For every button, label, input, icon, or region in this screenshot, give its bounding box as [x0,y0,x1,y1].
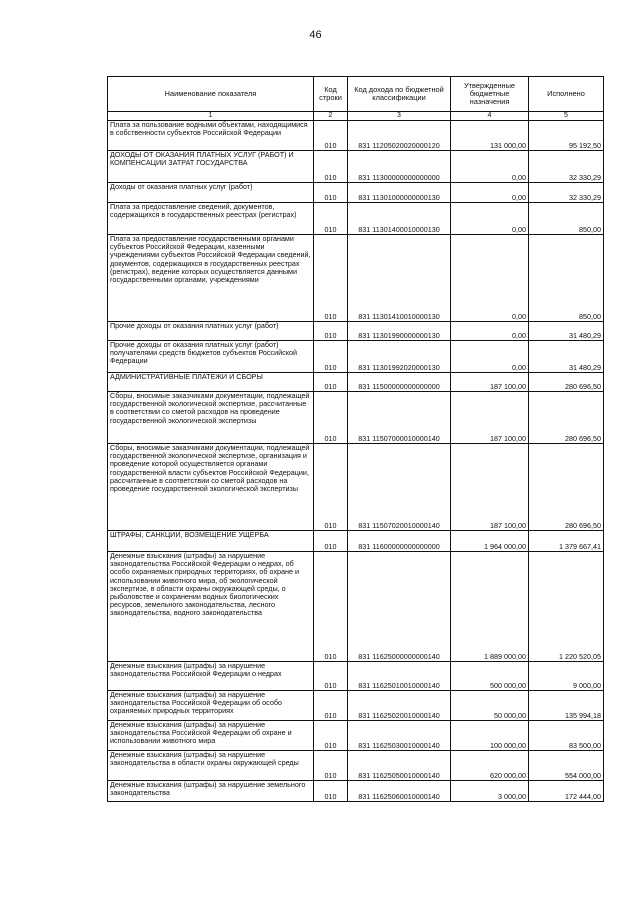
income-code-cell: 831 11301410010000130 [348,235,451,322]
table-row [108,183,604,203]
line-code-cell: 010 [314,444,348,531]
indicator-name-cell: Сборы, вносимые заказчиками документации, подлежащей государственной экологической экспертизе, организация и проведение которой осуществляется органами государственной власти субъектов Российской Федерации, рассчитанные в соответствии со сметой расходов на проведение государственной экологической экспертизы [108,444,314,531]
line-code-cell: 010 [314,341,348,373]
income-code-cell: 831 11625030010000140 [348,721,451,751]
page-number: 46 [309,29,322,41]
line-code-cell: 010 [314,121,348,151]
approved-amount-cell: 620 000,00 [451,751,529,781]
executed-amount-cell: 32 330,29 [529,183,604,203]
approved-amount-cell: 187 100,00 [451,392,529,444]
approved-amount-cell: 100 000,00 [451,721,529,751]
table-row [108,151,604,183]
approved-amount-cell: 50 000,00 [451,691,529,721]
table-row [108,691,604,721]
approved-amount-cell: 3 000,00 [451,781,529,802]
executed-amount-cell: 1 379 667,41 [529,531,604,552]
column-number: 5 [529,112,604,121]
table-row [108,203,604,235]
approved-amount-cell: 0,00 [451,203,529,235]
table-row [108,531,604,552]
table-row [108,781,604,802]
indicator-name-cell: Плата за пользование водными объектами, находящимися в собственности субъектов Российской Федерации [108,121,314,151]
indicator-name-cell: Денежные взыскания (штрафы) за нарушение законодательства Российской Федерации о недрах [108,662,314,691]
executed-amount-cell: 554 000,00 [529,751,604,781]
approved-amount-cell: 0,00 [451,322,529,341]
indicator-name-cell: Денежные взыскания (штрафы) за нарушение земельного законодательства [108,781,314,802]
table-row [108,552,604,662]
line-code-cell: 010 [314,203,348,235]
indicator-name-cell: ШТРАФЫ, САНКЦИИ, ВОЗМЕЩЕНИЕ УЩЕРБА [108,531,314,552]
approved-amount-cell: 0,00 [451,235,529,322]
indicator-name-cell: Денежные взыскания (штрафы) за нарушение законодательства Российской Федерации об охране и использовании животного мира [108,721,314,751]
table-row [108,121,604,151]
income-code-cell: 831 11301400010000130 [348,203,451,235]
indicator-name-cell: АДМИНИСТРАТИВНЫЕ ПЛАТЕЖИ И СБОРЫ [108,373,314,392]
table-row [108,392,604,444]
approved-amount-cell: 500 000,00 [451,662,529,691]
indicator-name-cell: Прочие доходы от оказания платных услуг (работ) получателями средств бюджетов субъектов Российской Федерации [108,341,314,373]
indicator-name-cell: Прочие доходы от оказания платных услуг (работ) [108,322,314,341]
column-number: 2 [314,112,348,121]
executed-amount-cell: 850,00 [529,203,604,235]
header-line-code: Код строки [314,77,348,112]
table-row [108,751,604,781]
income-code-cell: 831 11625060010000140 [348,781,451,802]
approved-amount-cell: 0,00 [451,183,529,203]
executed-amount-cell: 172 444,00 [529,781,604,802]
line-code-cell: 010 [314,691,348,721]
executed-amount-cell: 31 480,29 [529,341,604,373]
table-row [108,322,604,341]
budget-execution-table [107,76,604,802]
income-code-cell: 831 11301992020000130 [348,341,451,373]
executed-amount-cell: 850,00 [529,235,604,322]
column-number: 3 [348,112,451,121]
header-approved: Утвержденные бюджетные назначения [451,77,529,112]
header-income-code: Код дохода по бюджетной классификации [348,77,451,112]
column-number: 4 [451,112,529,121]
income-code-cell: 831 11600000000000000 [348,531,451,552]
income-code-cell: 831 11625050010000140 [348,751,451,781]
table-row [108,721,604,751]
line-code-cell: 010 [314,662,348,691]
income-code-cell: 831 11205020020000120 [348,121,451,151]
approved-amount-cell: 0,00 [451,341,529,373]
approved-amount-cell: 1 964 000,00 [451,531,529,552]
indicator-name-cell: Денежные взыскания (штрафы) за нарушение законодательства Российской Федерации о недрах, об особо охраняемых природных территориях, об охране и использовании животного мира, об экологической экспертизе, в области охраны окружающей среды, о рыболовстве и сохранении водных биологических ресурсов, земельного законодательства, лесного законодательства, водного законодательства [108,552,314,662]
column-number: 1 [108,112,314,121]
indicator-name-cell: Денежные взыскания (штрафы) за нарушение законодательства в области охраны окружающей среды [108,751,314,781]
income-code-cell: 831 11301990000000130 [348,322,451,341]
income-code-cell: 831 11301000000000130 [348,183,451,203]
income-code-cell: 831 11625020010000140 [348,691,451,721]
indicator-name-cell: Доходы от оказания платных услуг (работ) [108,183,314,203]
indicator-name-cell: Плата за предоставление сведений, документов, содержащихся в государственных реестрах (регистрах) [108,203,314,235]
income-code-cell: 831 11507000010000140 [348,392,451,444]
indicator-name-cell: Сборы, вносимые заказчиками документации, подлежащей государственной экологической экспертизе, рассчитанные в соответствии со сметой расходов на проведение государственной экологической экспертизы [108,392,314,444]
executed-amount-cell: 9 000,00 [529,662,604,691]
executed-amount-cell: 135 994,18 [529,691,604,721]
line-code-cell: 010 [314,322,348,341]
executed-amount-cell: 32 330,29 [529,151,604,183]
line-code-cell: 010 [314,751,348,781]
indicator-name-cell: Плата за предоставление государственными органами субъектов Российской Федерации, казенными учреждениями субъектов Российской Федерации сведений, документов, содержащихся в государственных реестрах (регистрах), ведение которых осуществляется данными государственными органами, учреждениями [108,235,314,322]
table-row [108,235,604,322]
line-code-cell: 010 [314,721,348,751]
approved-amount-cell: 187 100,00 [451,373,529,392]
income-code-cell: 831 11500000000000000 [348,373,451,392]
approved-amount-cell: 131 000,00 [451,121,529,151]
executed-amount-cell: 280 696,50 [529,373,604,392]
header-executed: Исполнено [529,77,604,112]
table-row [108,662,604,691]
executed-amount-cell: 31 480,29 [529,322,604,341]
line-code-cell: 010 [314,531,348,552]
header-indicator-name: Наименование показателя [108,77,314,112]
table-row [108,444,604,531]
line-code-cell: 010 [314,552,348,662]
header-row [108,77,604,112]
table-row [108,341,604,373]
line-code-cell: 010 [314,781,348,802]
approved-amount-cell: 0,00 [451,151,529,183]
executed-amount-cell: 280 696,50 [529,444,604,531]
executed-amount-cell: 280 696,50 [529,392,604,444]
line-code-cell: 010 [314,392,348,444]
approved-amount-cell: 1 889 000,00 [451,552,529,662]
income-code-cell: 831 11300000000000000 [348,151,451,183]
executed-amount-cell: 83 500,00 [529,721,604,751]
table-row [108,373,604,392]
income-code-cell: 831 11507020010000140 [348,444,451,531]
executed-amount-cell: 1 220 520,05 [529,552,604,662]
line-code-cell: 010 [314,235,348,322]
line-code-cell: 010 [314,373,348,392]
approved-amount-cell: 187 100,00 [451,444,529,531]
income-code-cell: 831 11625010010000140 [348,662,451,691]
indicator-name-cell: ДОХОДЫ ОТ ОКАЗАНИЯ ПЛАТНЫХ УСЛУГ (РАБОТ) И КОМПЕНСАЦИИ ЗАТРАТ ГОСУДАРСТВА [108,151,314,183]
line-code-cell: 010 [314,151,348,183]
line-code-cell: 010 [314,183,348,203]
column-number-row [108,112,604,121]
indicator-name-cell: Денежные взыскания (штрафы) за нарушение законодательства Российской Федерации об особо охраняемых природных территориях [108,691,314,721]
income-code-cell: 831 11625000000000140 [348,552,451,662]
executed-amount-cell: 95 192,50 [529,121,604,151]
